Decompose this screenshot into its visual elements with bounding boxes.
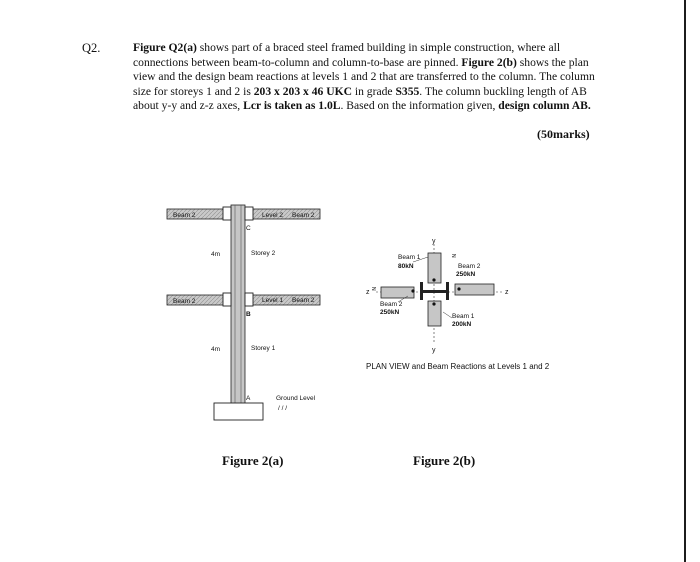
question-text-bold-run: Lcr is taken as 1.0L	[243, 99, 341, 112]
question-text-run: . Based on the information given,	[340, 99, 499, 112]
level-label: Level 1	[262, 297, 283, 304]
beam-name: Beam 1	[452, 313, 475, 320]
h-section-column	[420, 282, 449, 300]
node-label: A	[246, 395, 251, 402]
reaction-point	[457, 287, 460, 290]
question-text-bold-run: S355	[395, 84, 420, 98]
axis-label: y	[432, 347, 436, 354]
n-mark: N	[450, 254, 456, 258]
reaction-point	[432, 302, 435, 305]
beam-2-left	[381, 287, 414, 298]
n-mark: N	[370, 287, 376, 291]
level-label: Level 2	[262, 212, 283, 219]
beam-load: 200kN	[452, 321, 472, 328]
height-label: 4m	[211, 251, 221, 258]
beam-2-right	[455, 284, 494, 295]
beam-label: Beam 2	[292, 212, 315, 219]
plan-view-note: PLAN VIEW and Beam Reactions at Levels 1 and 2	[366, 362, 550, 371]
node-label: B	[246, 311, 251, 318]
beam-label: Beam 2	[173, 212, 196, 219]
question-text-bold-run: UKC	[326, 84, 352, 98]
node-label: C	[246, 225, 251, 232]
axis-label: z	[505, 289, 509, 296]
figure-2a-caption: Figure 2(a)	[222, 453, 284, 468]
beam-label: Beam 2	[173, 298, 196, 305]
beam-name: Beam 2	[458, 263, 481, 270]
ground-level-label: Ground Level	[276, 395, 316, 402]
beam-name: Beam 2	[380, 301, 403, 308]
beam-load: 250kN	[456, 271, 476, 278]
height-label: 4m	[211, 346, 221, 353]
marks-label: (50marks)	[537, 127, 590, 141]
reaction-point	[411, 289, 414, 292]
question-text-bold-run: Figure 2(b)	[461, 55, 517, 69]
axis-label: y	[432, 238, 436, 245]
beam-label: Beam 2	[292, 297, 315, 304]
storey-label: Storey 2	[251, 250, 276, 257]
beam-load: 250kN	[380, 309, 400, 316]
question-text-bold-run: design column AB.	[498, 99, 591, 112]
question-text-bold-run: 203 x 203 x 46	[253, 84, 324, 98]
axis-label: z	[366, 289, 370, 296]
question-text-run: in grade	[351, 84, 396, 98]
storey-label: Storey 1	[251, 345, 276, 352]
reaction-point	[432, 278, 435, 281]
figure-2b-caption: Figure 2(b)	[413, 453, 476, 468]
beam-name: Beam 1	[398, 254, 421, 261]
question-text-run: shows the plan view and the design beam reactions at levels 1 and 2 that are transferred to the column. The column size for storeys 1 and 2 is	[133, 55, 595, 98]
question-text-run: shows part of a braced steel framed building in simple construction, where all connections between beam-to-column and column-to-base are pinned.	[133, 41, 561, 69]
beam-load: 80kN	[398, 263, 414, 270]
question-number: Q2.	[82, 41, 101, 55]
question-text-bold-run: Figure Q2(a)	[133, 41, 197, 54]
question-text-run: . The column buckling length of AB about y-y and z-z axes,	[133, 84, 587, 112]
ground-hatch-marks: / / /	[278, 405, 288, 412]
